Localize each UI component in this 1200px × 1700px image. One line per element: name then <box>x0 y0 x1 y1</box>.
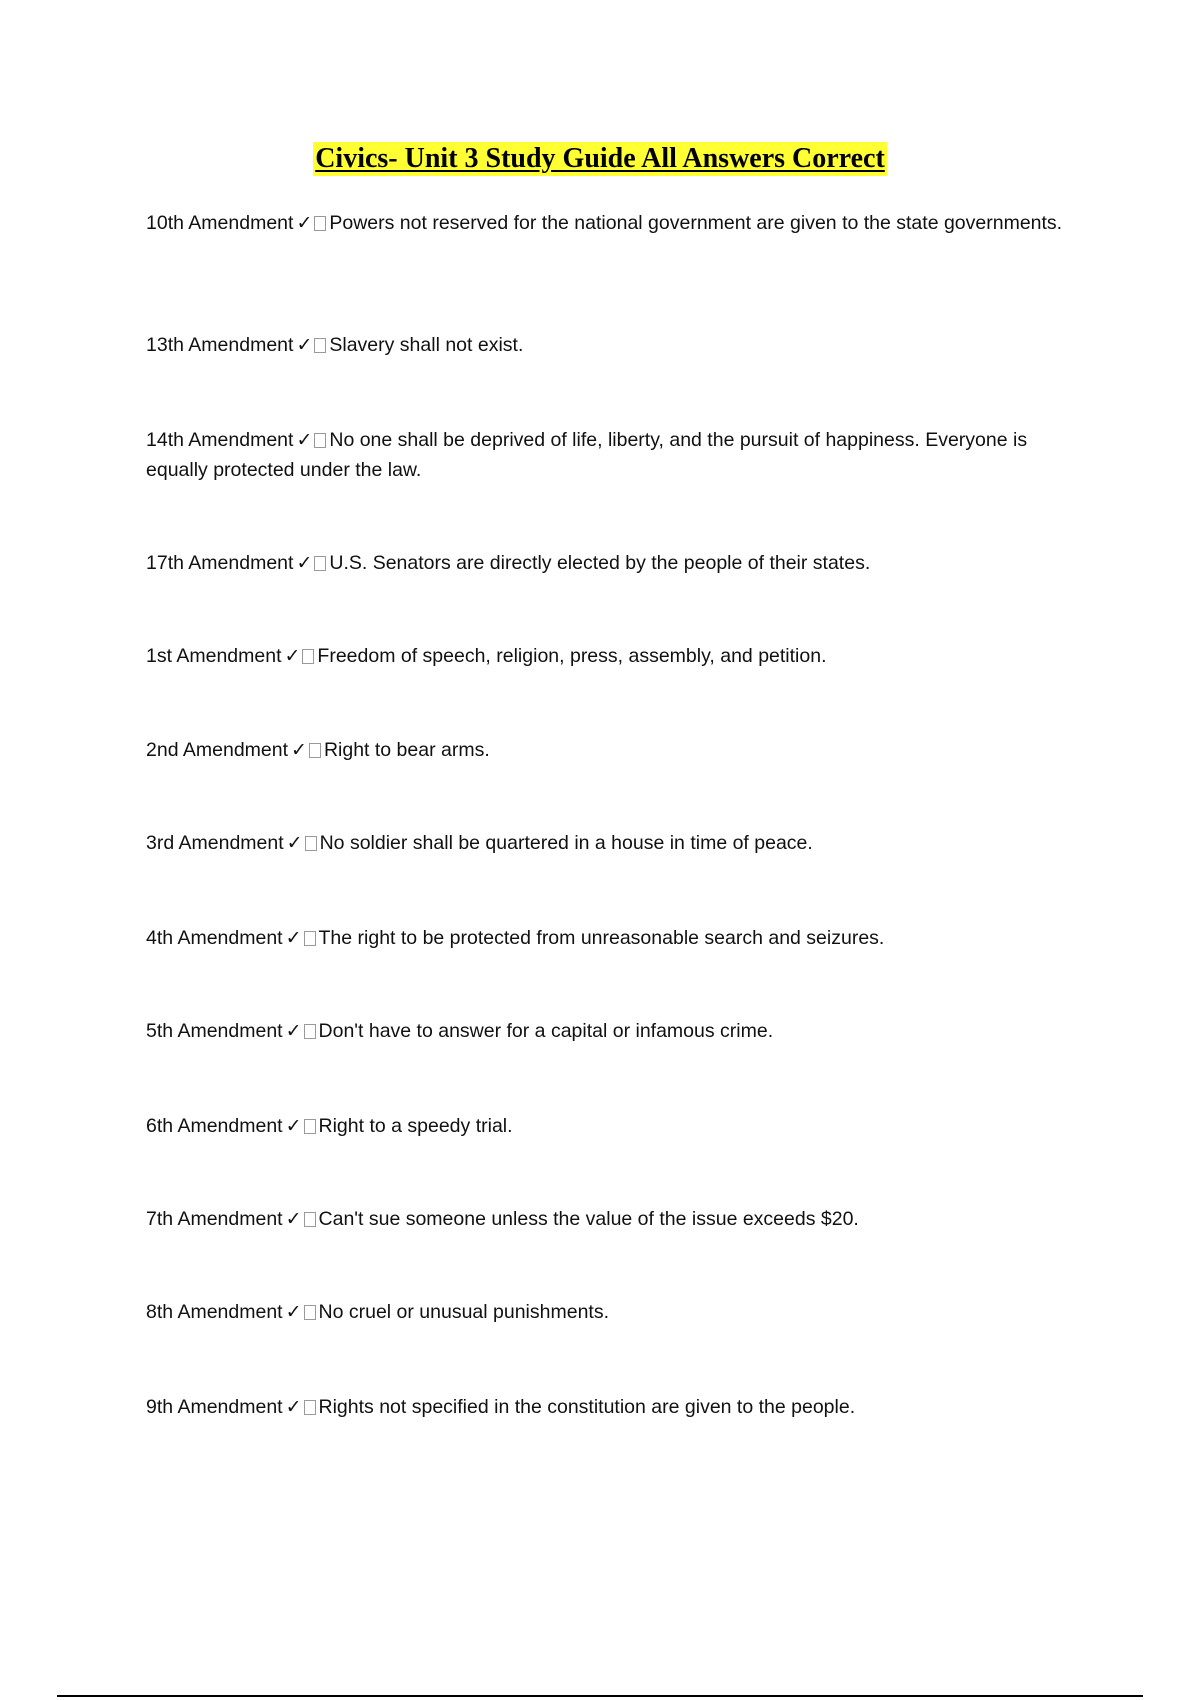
list-item <box>146 425 1086 485</box>
entry-definition: Slavery shall not exist. <box>329 334 524 356</box>
checkbox-glyph-icon <box>302 649 314 664</box>
check-icon: ✓ <box>296 334 313 356</box>
entry-definition: Right to a speedy trial. <box>318 1115 513 1137</box>
check-icon: ✓ <box>296 429 313 451</box>
list-item <box>146 548 1086 578</box>
entry-term: 14th Amendment <box>146 429 294 451</box>
entry-term: 7th Amendment <box>146 1208 283 1230</box>
entry-definition: The right to be protected from unreasonable search and seizures. <box>318 927 885 949</box>
check-icon: ✓ <box>284 645 301 667</box>
entry-term: 13th Amendment <box>146 334 294 356</box>
check-icon: ✓ <box>285 1115 302 1137</box>
list-item <box>146 1204 1086 1234</box>
list-item <box>146 1016 1086 1046</box>
entry-definition: No soldier shall be quartered in a house in time of peace. <box>319 832 813 854</box>
entry-term: 2nd Amendment <box>146 739 289 761</box>
entry-definition: No one shall be deprived of life, liberty, and the pursuit of happiness. Everyone is equally protected under the law. <box>146 429 1028 481</box>
entry-term: 5th Amendment <box>146 1020 283 1042</box>
checkbox-glyph-icon <box>304 1305 316 1320</box>
checkbox-glyph-icon <box>314 556 326 571</box>
list-item <box>146 1111 1086 1141</box>
entry-term: 3rd Amendment <box>146 832 284 854</box>
entry-term: 1st Amendment <box>146 645 282 667</box>
checkbox-glyph-icon <box>314 338 326 353</box>
checkbox-glyph-icon <box>314 216 326 231</box>
check-icon: ✓ <box>285 1020 302 1042</box>
checkbox-glyph-icon <box>305 836 317 851</box>
list-item <box>146 735 1086 765</box>
check-icon: ✓ <box>286 832 303 854</box>
entry-term: 17th Amendment <box>146 552 294 574</box>
entry-definition: Can't sue someone unless the value of the issue exceeds $20. <box>318 1208 859 1230</box>
check-icon: ✓ <box>285 1396 302 1418</box>
list-item <box>146 208 1086 238</box>
list-item <box>146 1392 1086 1422</box>
title-container <box>0 142 1200 176</box>
list-item <box>146 330 1086 360</box>
checkbox-glyph-icon <box>304 1024 316 1039</box>
list-item <box>146 1297 1086 1327</box>
entry-term: 8th Amendment <box>146 1301 283 1323</box>
entry-definition: No cruel or unusual punishments. <box>318 1301 610 1323</box>
entry-term: 10th Amendment <box>146 212 294 234</box>
check-icon: ✓ <box>296 552 313 574</box>
entry-term: 6th Amendment <box>146 1115 283 1137</box>
checkbox-glyph-icon <box>309 743 321 758</box>
entry-definition: Powers not reserved for the national government are given to the state governments. <box>329 212 1063 234</box>
checkbox-glyph-icon <box>314 433 326 448</box>
check-icon: ✓ <box>296 212 313 234</box>
check-icon: ✓ <box>285 1208 302 1230</box>
page-title: Civics- Unit 3 Study Guide All Answers Correct <box>315 143 885 174</box>
footer-divider <box>57 1695 1143 1697</box>
list-item <box>146 641 1086 671</box>
checkbox-glyph-icon <box>304 1212 316 1227</box>
entry-term: 4th Amendment <box>146 927 283 949</box>
check-icon: ✓ <box>285 927 302 949</box>
checkbox-glyph-icon <box>304 1400 316 1415</box>
entry-definition: Don't have to answer for a capital or infamous crime. <box>318 1020 774 1042</box>
checkbox-glyph-icon <box>304 931 316 946</box>
check-icon: ✓ <box>291 739 307 761</box>
check-icon: ✓ <box>285 1301 302 1323</box>
list-item <box>146 828 1086 858</box>
entry-definition: Freedom of speech, religion, press, assembly, and petition. <box>317 645 827 667</box>
entry-definition: Rights not specified in the constitution are given to the people. <box>318 1396 856 1418</box>
entry-definition: Right to bear arms. <box>323 739 490 761</box>
checkbox-glyph-icon <box>304 1119 316 1134</box>
list-item <box>146 923 1086 953</box>
entry-term: 9th Amendment <box>146 1396 283 1418</box>
entry-definition: U.S. Senators are directly elected by the people of their states. <box>329 552 871 574</box>
